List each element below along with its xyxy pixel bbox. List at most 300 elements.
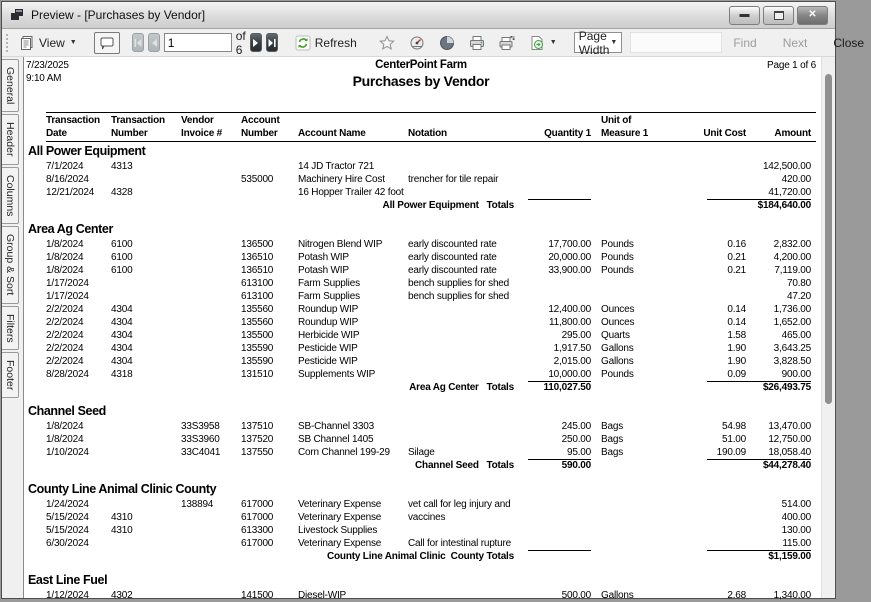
table-row (46, 511, 816, 524)
totals-spacer (591, 550, 666, 563)
totals-quantity: 590.00 (528, 459, 591, 472)
table-cell: 250.00 (561, 434, 591, 445)
totals-label: Channel Seed Totals (415, 460, 514, 471)
close-preview-button[interactable]: Close (833, 35, 865, 50)
report-table-body (26, 144, 816, 602)
vendor-group (26, 482, 816, 563)
table-cell: 131510 (241, 369, 274, 380)
pie-chart-button[interactable] (434, 32, 460, 54)
table-cell: 4328 (111, 187, 133, 198)
table-cell: 54.98 (721, 421, 746, 432)
group-totals-row (46, 459, 816, 472)
report-preview-pane (23, 57, 835, 601)
preview-window (1, 1, 865, 601)
table-cell: SB-Channel 3303 (298, 421, 374, 432)
previous-page-button[interactable] (148, 33, 160, 52)
report-table (26, 112, 816, 602)
totals-label: All Power Equipment Totals (382, 200, 514, 211)
refresh-label: Refresh (314, 35, 357, 50)
table-cell: Herbicide WIP (298, 330, 360, 341)
table-cell: 51.00 (721, 434, 746, 445)
table-cell (181, 368, 241, 381)
table-cell (181, 173, 241, 186)
tab-filters[interactable]: Filters (2, 306, 19, 351)
table-cell: 5/15/2024 (46, 512, 89, 523)
table-cell: 613100 (241, 291, 274, 302)
table-cell: 4304 (111, 356, 133, 367)
table-cell (528, 537, 591, 550)
refresh-icon (295, 35, 311, 51)
table-cell: early discounted rate (408, 265, 497, 276)
table-cell (181, 537, 241, 550)
col-unit-of-measure: Unit of Measure 1 (601, 115, 649, 139)
table-cell: Pounds (601, 239, 634, 250)
totals-amount: $44,278.40 (666, 459, 811, 472)
table-cell: Pounds (601, 369, 634, 380)
view-label: View (39, 35, 65, 50)
table-cell (241, 186, 298, 199)
table-cell: 1/8/2024 (46, 239, 84, 250)
table-cell (111, 446, 181, 459)
table-cell (408, 303, 528, 316)
table-cell (591, 524, 666, 537)
table-cell: 1/17/2024 (46, 291, 89, 302)
table-cell: 136500 (241, 239, 274, 250)
chevron-down-icon: ▼ (69, 39, 77, 46)
table-cell (181, 355, 241, 368)
table-cell: Farm Supplies (298, 291, 360, 302)
table-row (46, 173, 816, 186)
table-cell: bench supplies for shed (408, 278, 510, 289)
table-cell: 7,119.00 (774, 265, 811, 276)
table-cell: 33S3960 (181, 434, 220, 445)
table-cell: 7/1/2024 (46, 161, 84, 172)
company-name: CenterPoint Farm (375, 59, 467, 71)
group-totals-row (46, 199, 816, 212)
table-cell: Silage (408, 447, 435, 458)
table-cell (181, 277, 241, 290)
table-cell: 2/2/2024 (46, 304, 84, 315)
table-cell: Veterinary Expense (298, 512, 382, 523)
table-row (46, 238, 816, 251)
table-cell: Bags (601, 447, 623, 458)
table-cell: Livestock Supplies (298, 525, 378, 536)
table-cell: 1.58 (727, 330, 746, 341)
table-cell: Roundup WIP (298, 304, 359, 315)
scrollbar-thumb[interactable] (825, 74, 832, 404)
table-cell: Ounces (601, 304, 635, 315)
table-cell (666, 290, 746, 303)
table-cell: Veterinary Expense (298, 538, 382, 549)
table-cell (528, 524, 591, 537)
report-page (24, 57, 822, 601)
vertical-scrollbar[interactable] (821, 57, 835, 598)
table-cell (181, 238, 241, 251)
table-cell: 1/17/2024 (46, 278, 89, 289)
table-cell (408, 160, 528, 173)
table-cell: 137510 (241, 421, 274, 432)
table-row (46, 342, 816, 355)
group-header: County Line Animal Clinic County (28, 482, 217, 496)
vendor-group (26, 144, 816, 212)
table-cell (528, 173, 591, 186)
totals-spacer (591, 381, 666, 394)
table-cell: 0.21 (727, 265, 746, 276)
totals-spacer (591, 459, 666, 472)
table-cell: Roundup WIP (298, 317, 359, 328)
table-cell (181, 160, 241, 173)
table-cell (181, 342, 241, 355)
previous-page-icon (149, 38, 159, 48)
title-bar (2, 2, 835, 29)
table-cell (181, 524, 241, 537)
col-account-number: Account Number (241, 115, 280, 139)
table-cell: 16 Hopper Trailer 42 foot (298, 187, 404, 198)
table-cell (181, 303, 241, 316)
report-time: 9:10 AM (26, 73, 62, 84)
table-cell (181, 511, 241, 524)
table-cell (111, 173, 181, 186)
table-cell: early discounted rate (408, 239, 497, 250)
table-cell (528, 511, 591, 524)
table-cell (181, 264, 241, 277)
export-icon (529, 35, 545, 51)
toolbar-grip[interactable] (6, 34, 8, 52)
col-account-name: Account Name (298, 128, 366, 139)
first-page-button[interactable] (132, 33, 144, 52)
table-cell: Corn Channel 199-29 (298, 447, 390, 458)
table-cell: 1.90 (727, 356, 746, 367)
table-row (46, 329, 816, 342)
toolbar (2, 28, 865, 57)
table-cell: 135560 (241, 304, 274, 315)
table-cell (111, 498, 181, 511)
table-cell (591, 290, 666, 303)
group-header: East Line Fuel (28, 573, 108, 587)
table-row (46, 290, 816, 303)
table-cell (408, 329, 528, 342)
table-cell: 2/2/2024 (46, 317, 84, 328)
table-row (46, 303, 816, 316)
table-cell: 130.00 (781, 525, 811, 536)
app-icon (9, 7, 25, 23)
table-cell: 4313 (111, 161, 133, 172)
table-cell: Nitrogen Blend WIP (298, 239, 383, 250)
tab-general[interactable]: General (2, 59, 19, 112)
table-cell: 4304 (111, 304, 133, 315)
table-cell (111, 277, 181, 290)
next-page-button[interactable] (250, 33, 262, 52)
report-date: 7/23/2025 (26, 60, 69, 71)
table-cell: 138894 (181, 499, 214, 510)
find-input[interactable] (630, 32, 722, 53)
view-button[interactable] (14, 32, 82, 54)
table-cell: early discounted rate (408, 252, 497, 263)
refresh-button[interactable] (290, 32, 362, 54)
table-cell: 136510 (241, 265, 274, 276)
table-cell (181, 316, 241, 329)
table-cell: 135500 (241, 330, 274, 341)
tab-group-sort[interactable]: Group & Sort (2, 226, 19, 303)
table-row (46, 537, 816, 550)
table-cell: 295.00 (561, 330, 591, 341)
report-header (26, 59, 816, 88)
table-cell (666, 524, 746, 537)
table-cell: 190.09 (716, 447, 746, 458)
table-cell: Farm Supplies (298, 278, 360, 289)
table-cell (181, 329, 241, 342)
printer-icon (469, 35, 485, 51)
minimize-button[interactable] (729, 6, 760, 25)
view-pages-icon (19, 35, 35, 51)
gauge-icon (409, 35, 425, 51)
table-cell: bench supplies for shed (408, 291, 510, 302)
table-row (46, 277, 816, 290)
table-cell: 18,058.40 (768, 447, 811, 458)
table-cell: 4304 (111, 343, 133, 354)
table-header-row (46, 112, 816, 142)
zoom-value: Page Width (578, 28, 610, 57)
table-row (46, 264, 816, 277)
last-page-icon (267, 38, 277, 48)
table-cell (591, 186, 666, 199)
table-cell: 13,470.00 (768, 421, 811, 432)
table-row (46, 524, 816, 537)
print-setup-icon (499, 35, 515, 51)
group-header: Channel Seed (28, 404, 106, 418)
table-cell (408, 186, 528, 199)
table-cell (408, 420, 528, 433)
tooltip-toggle-button[interactable] (94, 32, 120, 54)
sidebar-tabstrip (2, 57, 23, 598)
table-cell: 6/30/2024 (46, 538, 89, 549)
table-cell: 4310 (111, 512, 133, 523)
table-cell (666, 186, 746, 199)
table-cell: 95.00 (566, 447, 591, 458)
table-cell: 1/8/2024 (46, 265, 84, 276)
table-cell (408, 342, 528, 355)
table-row (46, 446, 816, 459)
table-cell: 115.00 (782, 538, 811, 549)
table-cell: Bags (601, 434, 623, 445)
table-cell: 2/2/2024 (46, 343, 84, 354)
table-cell: 613300 (241, 525, 274, 536)
table-cell (528, 186, 591, 199)
table-cell: 14 JD Tractor 721 (298, 161, 375, 172)
table-cell (591, 160, 666, 173)
table-cell: 135560 (241, 317, 274, 328)
table-cell: 20,000.00 (548, 252, 591, 263)
gauge-button[interactable] (404, 32, 430, 54)
tab-columns[interactable]: Columns (2, 167, 19, 224)
restore-button[interactable] (763, 6, 794, 25)
table-cell (181, 186, 241, 199)
table-cell: 2/2/2024 (46, 356, 84, 367)
close-icon: ✕ (808, 9, 817, 20)
table-cell (111, 433, 181, 446)
table-row (46, 368, 816, 381)
table-cell: 1/10/2024 (46, 447, 89, 458)
col-unit-cost: Unit Cost (703, 128, 746, 139)
table-cell: 1/24/2024 (46, 499, 89, 510)
table-cell: 12,400.00 (548, 304, 591, 315)
table-row (46, 433, 816, 446)
table-cell: 0.21 (727, 252, 746, 263)
table-cell: 1,340.00 (773, 590, 811, 601)
table-cell: 17,700.00 (548, 239, 591, 250)
table-cell: 1/8/2024 (46, 421, 84, 432)
table-cell: Bags (601, 421, 623, 432)
table-cell: 33S3958 (181, 421, 220, 432)
table-cell: 4302 (111, 590, 133, 601)
totals-amount: $1,159.00 (666, 550, 811, 563)
table-cell: 5/15/2024 (46, 525, 89, 536)
table-cell: 142,500.00 (762, 161, 811, 172)
table-cell (408, 433, 528, 446)
totals-spacer (591, 199, 666, 212)
table-cell: 0.09 (727, 369, 746, 380)
table-cell: 8/28/2024 (46, 369, 89, 380)
table-cell: 2,832.00 (773, 239, 811, 250)
table-cell: 12/21/2024 (46, 187, 95, 198)
table-cell: 141500 (241, 590, 274, 601)
table-cell: 6100 (111, 239, 133, 250)
table-cell (666, 537, 746, 550)
table-cell (408, 368, 528, 381)
table-cell: 2,015.00 (553, 356, 591, 367)
table-cell: 514.00 (781, 499, 811, 510)
table-cell: 0.14 (727, 317, 746, 328)
page-count-label: of 6 (235, 28, 246, 57)
table-cell: 6100 (111, 252, 133, 263)
group-totals-row (46, 550, 816, 563)
table-cell (528, 290, 591, 303)
table-cell: 420.00 (781, 174, 811, 185)
page-info: Page 1 of 6 (767, 60, 816, 71)
table-cell: 4304 (111, 317, 133, 328)
table-cell (528, 277, 591, 290)
table-cell: 4310 (111, 525, 133, 536)
vendor-group (26, 222, 816, 394)
table-cell: 137520 (241, 434, 274, 445)
col-vendor-invoice: Vendor Invoice # (181, 115, 222, 139)
table-row (46, 589, 816, 602)
table-row (46, 316, 816, 329)
table-cell (408, 316, 528, 329)
totals-quantity (528, 550, 591, 563)
table-cell: 47.20 (786, 291, 811, 302)
totals-amount: $184,640.00 (666, 199, 811, 212)
tab-header[interactable]: Header (2, 114, 19, 164)
find-next-button[interactable]: Next (782, 35, 808, 50)
table-cell: 613100 (241, 278, 274, 289)
col-notation: Notation (408, 128, 447, 139)
table-cell: 70.80 (786, 278, 811, 289)
table-cell (528, 160, 591, 173)
table-cell: 400.00 (781, 512, 811, 523)
table-cell (666, 173, 746, 186)
table-cell: 41,720.00 (768, 187, 811, 198)
group-header: Area Ag Center (28, 222, 113, 236)
table-cell (591, 498, 666, 511)
table-cell: 2.68 (727, 590, 746, 601)
minimize-icon: ▬ (739, 9, 750, 20)
table-cell: 0.14 (727, 304, 746, 315)
table-cell (666, 277, 746, 290)
close-window-button[interactable] (797, 6, 828, 25)
totals-amount: $26,493.75 (666, 381, 811, 394)
table-cell (408, 524, 528, 537)
table-cell: Diesel-WIP (298, 590, 347, 601)
print-button[interactable] (464, 32, 490, 54)
vendor-group (26, 404, 816, 472)
table-row (46, 498, 816, 511)
table-cell: Pounds (601, 265, 634, 276)
table-cell: 33,900.00 (548, 265, 591, 276)
table-cell: 6100 (111, 265, 133, 276)
table-cell: 2/2/2024 (46, 330, 84, 341)
table-cell: 10,000.00 (548, 369, 591, 380)
report-title: Purchases by Vendor (352, 73, 490, 89)
table-cell (591, 537, 666, 550)
table-cell: 1,652.00 (773, 317, 811, 328)
table-cell: 500.00 (561, 590, 591, 601)
table-cell: Quarts (601, 330, 630, 341)
table-cell: 136510 (241, 252, 274, 263)
chevron-down-icon: ▼ (549, 39, 557, 46)
col-transaction-number: Transaction Number (111, 115, 165, 139)
table-cell: 33C4041 (181, 447, 221, 458)
table-cell: 3,643.25 (773, 343, 811, 354)
find-button[interactable]: Find (733, 35, 757, 50)
table-cell: 617000 (241, 538, 274, 549)
favorite-button[interactable] (374, 32, 400, 54)
zoom-select[interactable] (574, 28, 623, 57)
table-cell: Supplements WIP (298, 369, 376, 380)
table-row (46, 160, 816, 173)
table-row (46, 355, 816, 368)
table-cell (111, 290, 181, 303)
table-cell: 1.90 (727, 343, 746, 354)
export-button[interactable] (524, 32, 562, 54)
table-cell (181, 251, 241, 264)
page-number-input[interactable] (164, 33, 232, 52)
table-cell: Machinery Hire Cost (298, 174, 385, 185)
table-cell (591, 173, 666, 186)
table-cell (181, 290, 241, 303)
table-cell: 12,750.00 (768, 434, 811, 445)
last-page-button[interactable] (266, 33, 278, 52)
table-cell (591, 511, 666, 524)
table-cell: 137550 (241, 447, 274, 458)
table-cell: Call for intestinal rupture (408, 538, 511, 549)
next-page-icon (251, 38, 261, 48)
table-cell: Pesticide WIP (298, 356, 358, 367)
table-cell: 1,917.50 (553, 343, 591, 354)
totals-quantity (528, 199, 591, 212)
table-cell (666, 511, 746, 524)
col-quantity: Quantity 1 (544, 128, 591, 139)
table-cell: SB Channel 1405 (298, 434, 374, 445)
table-cell (241, 160, 298, 173)
table-cell (181, 589, 241, 602)
tab-footer[interactable]: Footer (2, 352, 19, 398)
print-setup-button[interactable] (494, 32, 520, 54)
table-cell: 245.00 (561, 421, 591, 432)
group-header: All Power Equipment (28, 144, 146, 158)
chevron-down-icon: ▼ (610, 39, 618, 46)
table-cell: 11,800.00 (549, 317, 591, 328)
